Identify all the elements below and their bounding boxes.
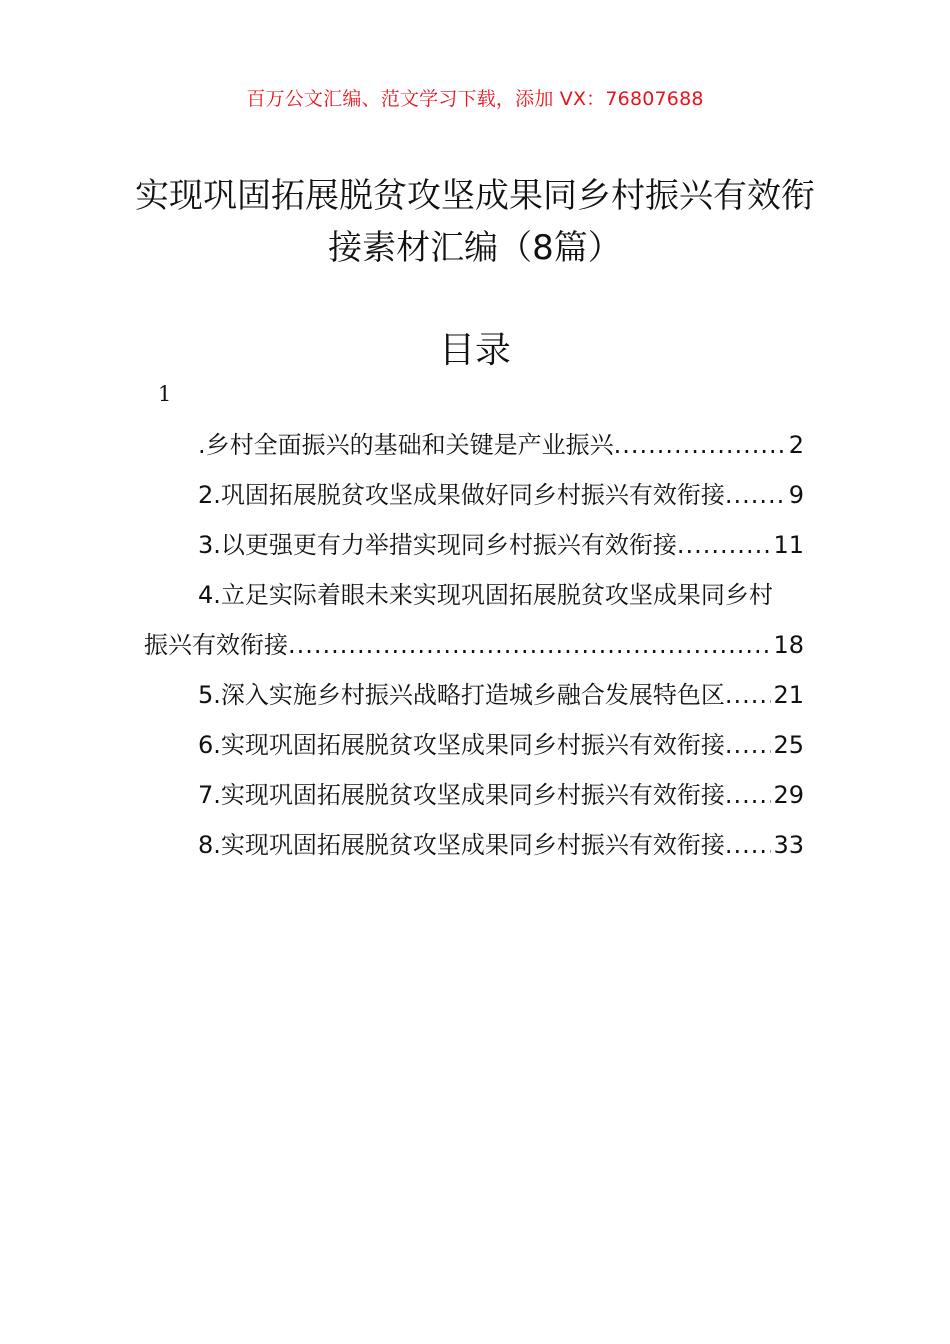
- header-note: 百万公文汇编、范文学习下载，添加 VX：76807688: [246, 88, 704, 110]
- toc-entry-page: 21: [773, 681, 804, 709]
- toc-entry-page: 9: [788, 481, 804, 509]
- toc-leader-dots: [288, 620, 771, 670]
- toc-entry-page: 29: [773, 781, 804, 809]
- toc-entry-3[interactable]: [198, 520, 804, 570]
- toc-leader-dots: [725, 820, 772, 870]
- toc-entry-title: 5.深入实施乡村振兴战略打造城乡融合发展特色区: [198, 681, 725, 709]
- toc-leader-dots: [725, 770, 772, 820]
- toc-leader-dots: [677, 520, 772, 570]
- toc-entry-title: 8.实现巩固拓展脱贫攻坚成果同乡村振兴有效衔接: [198, 831, 725, 859]
- toc-entry-2[interactable]: [198, 470, 804, 520]
- document-title: 实现巩固拓展脱贫攻坚成果同乡村振兴有效衔接素材汇编（8篇）: [135, 176, 815, 268]
- toc-heading: 目录: [438, 330, 511, 371]
- toc-entry-title-continuation: 振兴有效衔接: [144, 631, 288, 659]
- toc-entry-page: 25: [773, 731, 804, 759]
- toc-entry-title: .乡村全面振兴的基础和关键是产业振兴: [198, 431, 614, 459]
- toc-entry-6[interactable]: [198, 720, 804, 770]
- toc-entry-4[interactable]: [198, 570, 804, 620]
- toc-entry-title: 7.实现巩固拓展脱贫攻坚成果同乡村振兴有效衔接: [198, 781, 725, 809]
- toc-entry-page: 33: [773, 831, 804, 859]
- toc-entry-4-continuation[interactable]: [144, 620, 804, 670]
- toc-entry-title: 6.实现巩固拓展脱贫攻坚成果同乡村振兴有效衔接: [198, 731, 725, 759]
- toc-leader-dots: [725, 720, 772, 770]
- toc-entry-page: 2: [788, 431, 804, 459]
- toc-leader-dots: [725, 470, 787, 520]
- toc-entry-5[interactable]: [198, 670, 804, 720]
- toc-entry-page: 18: [773, 631, 804, 659]
- toc-marker: 1: [158, 382, 172, 406]
- toc-leader-dots: [614, 420, 787, 470]
- toc-entry-8[interactable]: [198, 820, 804, 870]
- toc-leader-dots: [725, 670, 772, 720]
- toc-entry-1[interactable]: [198, 420, 804, 470]
- toc-entry-page: 11: [773, 531, 804, 559]
- toc-entry-title: 4.立足实际着眼未来实现巩固拓展脱贫攻坚成果同乡村: [198, 581, 773, 609]
- toc-entry-7[interactable]: [198, 770, 804, 820]
- toc-entry-title: 2.巩固拓展脱贫攻坚成果做好同乡村振兴有效衔接: [198, 481, 725, 509]
- toc-entry-title: 3.以更强更有力举措实现同乡村振兴有效衔接: [198, 531, 677, 559]
